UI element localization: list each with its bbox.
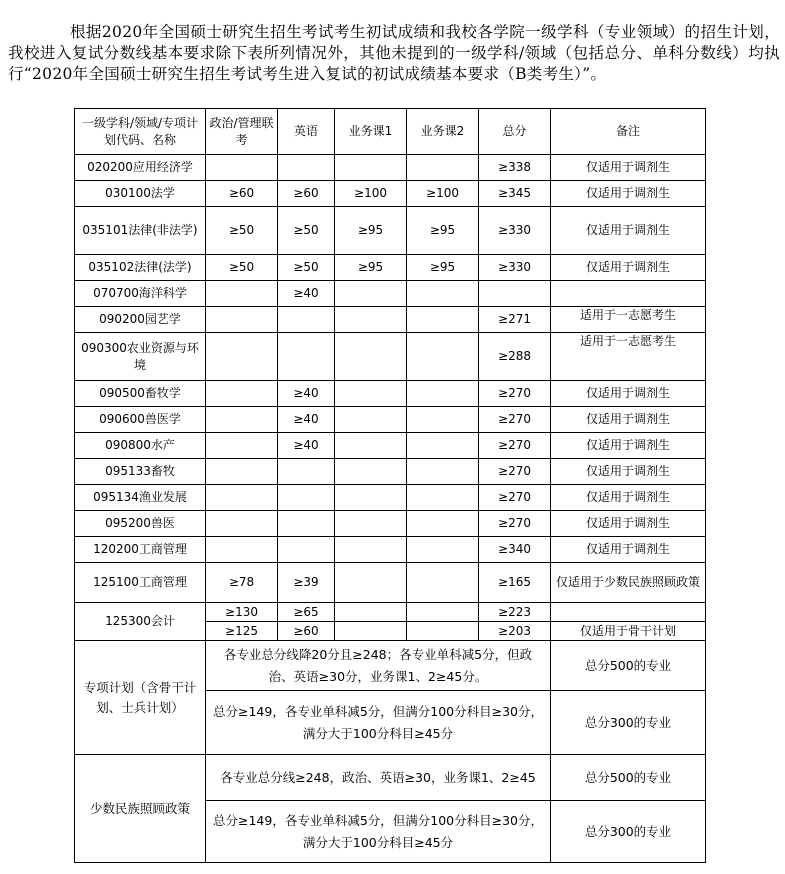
table-row xyxy=(75,281,706,307)
intro-paragraph: 根据2020年全国硕士研究生招生考试考生初试成绩和我校各学院一级学科（专业领域）的招生计划，我校进入复试分数线基本要求除下表所列情况外，其他未提到的一级学科/领域（包括总分、单科分数线）均执行“2020年全国硕士研究生招生考试考生进入复试的初试成绩基本要求（B类考生）”。 xyxy=(8,22,780,83)
policy-name: 少数民族照顾政策 xyxy=(75,755,206,863)
table-row xyxy=(75,155,706,181)
cell-total: ≥270 xyxy=(479,485,551,511)
header-english: 英语 xyxy=(278,109,335,155)
cell-note: 仅适用于少数民族照顾政策 xyxy=(551,563,706,603)
cell-total: ≥223 xyxy=(479,603,551,622)
header-total: 总分 xyxy=(479,109,551,155)
cell-note: 仅适用于调剂生 xyxy=(551,255,706,281)
cell-subject: 090200园艺学 xyxy=(75,307,206,333)
cell-english xyxy=(278,155,335,181)
cell-total: ≥270 xyxy=(479,433,551,459)
cell-subject: 035101法律(非法学) xyxy=(75,207,206,255)
cell-politics xyxy=(206,485,278,511)
cell-english: ≥50 xyxy=(278,255,335,281)
cell-subject: 090300农业资源与环境 xyxy=(75,333,206,381)
policy-rule-note: 总分500的专业 xyxy=(551,641,706,691)
cell-english: ≥40 xyxy=(278,381,335,407)
cell-note xyxy=(551,281,706,307)
cell-course1 xyxy=(335,281,407,307)
table-row xyxy=(75,381,706,407)
cell-empty xyxy=(407,622,479,641)
cell-total: ≥270 xyxy=(479,381,551,407)
cell-note: 仅适用于调剂生 xyxy=(551,407,706,433)
cell-politics xyxy=(206,433,278,459)
cell-english: ≥40 xyxy=(278,407,335,433)
table-row xyxy=(75,563,706,603)
cell-english xyxy=(278,333,335,381)
cell-politics xyxy=(206,155,278,181)
cell-english: ≥40 xyxy=(278,281,335,307)
cell-english xyxy=(278,307,335,333)
cell-total: ≥270 xyxy=(479,511,551,537)
cell-total: ≥338 xyxy=(479,155,551,181)
cell-note: 适用于一志愿考生 xyxy=(551,307,706,333)
cell-total: ≥345 xyxy=(479,181,551,207)
header-politics: 政治/管理联考 xyxy=(206,109,278,155)
cell-politics: ≥78 xyxy=(206,563,278,603)
cell-politics: ≥50 xyxy=(206,207,278,255)
policy-row xyxy=(75,641,706,691)
header-row xyxy=(75,109,706,155)
cell-english: ≥60 xyxy=(278,622,335,641)
cell-politics: ≥125 xyxy=(206,622,278,641)
cell-course2 xyxy=(407,407,479,433)
table-row xyxy=(75,603,706,622)
cell-note: 仅适用于调剂生 xyxy=(551,155,706,181)
cell-course1: ≥95 xyxy=(335,207,407,255)
header-note: 备注 xyxy=(551,109,706,155)
cell-politics xyxy=(206,381,278,407)
cell-subject: 125300会计 xyxy=(75,603,206,641)
cell-politics: ≥60 xyxy=(206,181,278,207)
cell-course2 xyxy=(407,563,479,603)
cell-course2: ≥100 xyxy=(407,181,479,207)
cell-course1: ≥95 xyxy=(335,255,407,281)
policy-rule-note: 总分300的专业 xyxy=(551,691,706,755)
cell-course2: ≥95 xyxy=(407,255,479,281)
cell-politics xyxy=(206,407,278,433)
cell-total: ≥271 xyxy=(479,307,551,333)
table-row xyxy=(75,511,706,537)
cell-empty xyxy=(407,603,479,622)
cell-subject: 095133畜牧 xyxy=(75,459,206,485)
cell-course1 xyxy=(335,537,407,563)
policy-rule-text: 总分≥149，各专业单科减5分，但满分100分科目≥30分，满分大于100分科目≥45分 xyxy=(206,691,551,755)
cell-course1 xyxy=(335,307,407,333)
table-row xyxy=(75,407,706,433)
cell-course2 xyxy=(407,307,479,333)
cell-course1 xyxy=(335,511,407,537)
cell-course2 xyxy=(407,485,479,511)
cell-note: 仅适用于调剂生 xyxy=(551,181,706,207)
cell-empty xyxy=(335,622,407,641)
cell-politics xyxy=(206,511,278,537)
cell-course2 xyxy=(407,537,479,563)
score-table xyxy=(74,108,706,863)
cell-politics xyxy=(206,459,278,485)
table-row xyxy=(75,537,706,563)
cell-course1 xyxy=(335,407,407,433)
cell-english xyxy=(278,459,335,485)
cell-course1 xyxy=(335,433,407,459)
cell-politics xyxy=(206,281,278,307)
cell-course1 xyxy=(335,155,407,181)
cell-politics: ≥130 xyxy=(206,603,278,622)
table-row xyxy=(75,333,706,381)
cell-note: 仅适用于调剂生 xyxy=(551,459,706,485)
cell-course1 xyxy=(335,485,407,511)
cell-course1 xyxy=(335,459,407,485)
cell-total: ≥330 xyxy=(479,207,551,255)
table-row xyxy=(75,307,706,333)
cell-note: 仅适用于调剂生 xyxy=(551,381,706,407)
cell-course1 xyxy=(335,563,407,603)
header-subject: 一级学科/领域/专项计划代码、名称 xyxy=(75,109,206,155)
cell-course2: ≥95 xyxy=(407,207,479,255)
cell-english: ≥50 xyxy=(278,207,335,255)
cell-subject: 090600兽医学 xyxy=(75,407,206,433)
policy-rule-text: 各专业总分线≥248，政治、英语≥30，业务课1、2≥45 xyxy=(206,755,551,801)
cell-subject: 070700海洋科学 xyxy=(75,281,206,307)
cell-note: 仅适用于骨干计划 xyxy=(551,622,706,641)
cell-english: ≥65 xyxy=(278,603,335,622)
cell-politics xyxy=(206,307,278,333)
cell-note xyxy=(551,603,706,622)
cell-subject: 090800水产 xyxy=(75,433,206,459)
cell-course2 xyxy=(407,433,479,459)
policy-name: 专项计划（含骨干计划、士兵计划） xyxy=(75,641,206,755)
table-row xyxy=(75,433,706,459)
table-row xyxy=(75,207,706,255)
cell-subject: 035102法律(法学) xyxy=(75,255,206,281)
cell-note: 仅适用于调剂生 xyxy=(551,485,706,511)
cell-subject: 090500畜牧学 xyxy=(75,381,206,407)
cell-politics xyxy=(206,537,278,563)
cell-total: ≥270 xyxy=(479,407,551,433)
cell-course1 xyxy=(335,333,407,381)
cell-english xyxy=(278,485,335,511)
table-row xyxy=(75,485,706,511)
cell-course2 xyxy=(407,459,479,485)
cell-total: ≥288 xyxy=(479,333,551,381)
cell-total: ≥203 xyxy=(479,622,551,641)
cell-subject: 020200应用经济学 xyxy=(75,155,206,181)
cell-subject: 120200工商管理 xyxy=(75,537,206,563)
cell-course2 xyxy=(407,155,479,181)
cell-course2 xyxy=(407,281,479,307)
cell-english: ≥40 xyxy=(278,433,335,459)
cell-total xyxy=(479,281,551,307)
cell-subject: 125100工商管理 xyxy=(75,563,206,603)
cell-subject: 030100法学 xyxy=(75,181,206,207)
cell-english xyxy=(278,511,335,537)
cell-course2 xyxy=(407,333,479,381)
cell-note: 适用于一志愿考生 xyxy=(551,333,706,381)
cell-politics: ≥50 xyxy=(206,255,278,281)
policy-rule-text: 各专业总分线降20分且≥248；各专业单科减5分，但政治、英语≥30分，业务课1、2≥45分。 xyxy=(206,641,551,691)
cell-course1: ≥100 xyxy=(335,181,407,207)
cell-total: ≥270 xyxy=(479,459,551,485)
header-course1: 业务课1 xyxy=(335,109,407,155)
header-course2: 业务课2 xyxy=(407,109,479,155)
cell-course1 xyxy=(335,381,407,407)
cell-empty xyxy=(335,603,407,622)
cell-english: ≥39 xyxy=(278,563,335,603)
cell-note: 仅适用于调剂生 xyxy=(551,433,706,459)
cell-note: 仅适用于调剂生 xyxy=(551,537,706,563)
table-row xyxy=(75,255,706,281)
table-row xyxy=(75,181,706,207)
cell-english: ≥60 xyxy=(278,181,335,207)
cell-course2 xyxy=(407,511,479,537)
cell-note: 仅适用于调剂生 xyxy=(551,207,706,255)
cell-subject: 095200兽医 xyxy=(75,511,206,537)
cell-total: ≥330 xyxy=(479,255,551,281)
cell-subject: 095134渔业发展 xyxy=(75,485,206,511)
cell-total: ≥340 xyxy=(479,537,551,563)
policy-rule-note: 总分300的专业 xyxy=(551,801,706,863)
cell-note: 仅适用于调剂生 xyxy=(551,511,706,537)
policy-row xyxy=(75,755,706,801)
table-row xyxy=(75,459,706,485)
cell-english xyxy=(278,537,335,563)
policy-rule-text: 总分≥149，各专业单科减5分，但满分100分科目≥30分，满分大于100分科目≥45分 xyxy=(206,801,551,863)
cell-course2 xyxy=(407,381,479,407)
policy-rule-note: 总分500的专业 xyxy=(551,755,706,801)
cell-total: ≥165 xyxy=(479,563,551,603)
cell-politics xyxy=(206,333,278,381)
